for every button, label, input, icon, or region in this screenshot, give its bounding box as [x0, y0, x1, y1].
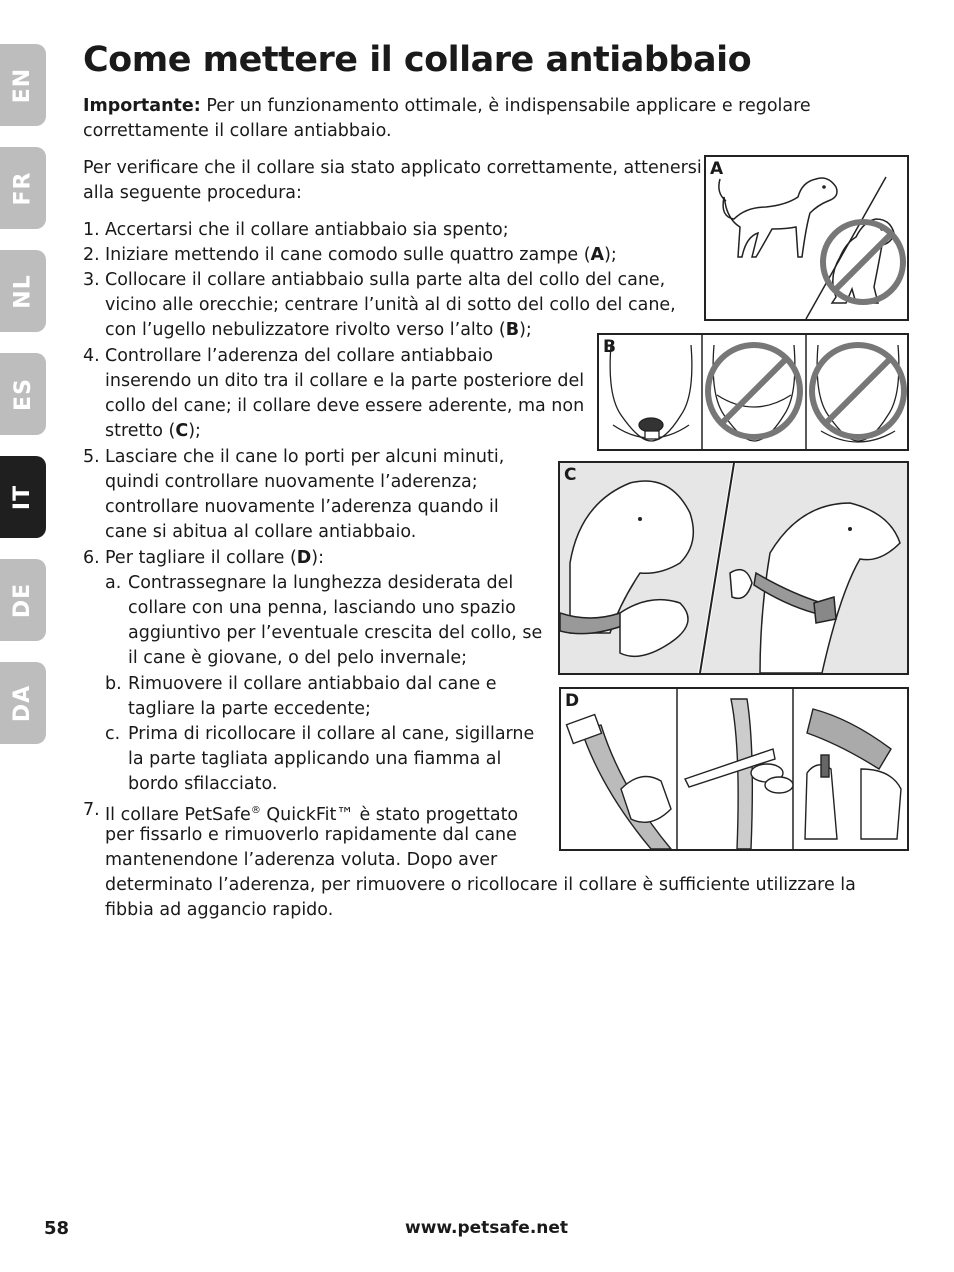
- step-number: 2.: [83, 245, 100, 265]
- substep-text: la parte tagliata applicando una fiamma al: [128, 749, 502, 769]
- step-text-part: );: [519, 320, 532, 340]
- tab-it[interactable]: [0, 456, 46, 538]
- step-text-part: con l’ugello nebulizzatore rivolto verso l’alto (: [105, 320, 506, 340]
- tab-es[interactable]: [0, 353, 46, 435]
- step-number: 7.: [83, 800, 100, 820]
- important-text-2: correttamente il collare antiabbaio.: [83, 121, 392, 141]
- tab-da[interactable]: [0, 662, 46, 744]
- substep-letter: b.: [105, 674, 122, 694]
- step-number: 1.: [83, 220, 100, 240]
- step-text-part: Iniziare mettendo il cane comodo sulle quattro zampe (: [105, 245, 591, 265]
- figure-b: [597, 333, 909, 451]
- step-number: 3.: [83, 270, 100, 290]
- intro-text: Per verificare che il collare sia stato applicato correttamente, attenersi: [83, 158, 702, 178]
- website-url[interactable]: www.petsafe.net: [405, 1218, 569, 1238]
- tab-label: NL: [10, 273, 36, 309]
- step-text: controllare nuovamente l’aderenza quando il: [105, 497, 499, 517]
- substep-text: aggiuntivo per l’eventuale crescita del collo, se: [128, 623, 543, 643]
- figure-label: A: [710, 159, 724, 179]
- figure-c: [558, 461, 909, 675]
- step-text: [105, 546, 324, 571]
- figure-label: D: [565, 691, 580, 711]
- step-text: quindi controllare nuovamente l’aderenza;: [105, 472, 478, 492]
- dog-standing-illustration: [706, 157, 907, 319]
- step-text: Controllare l’aderenza del collare antiabbaio: [105, 346, 494, 366]
- step-text: fibbia ad aggancio rapido.: [105, 900, 334, 920]
- step-text: [105, 318, 532, 343]
- step-text-part: );: [604, 245, 617, 265]
- step-text: determinato l’aderenza, per rimuovere o ricollocare il collare è sufficiente utilizzare la: [105, 875, 856, 895]
- tab-fr[interactable]: [0, 147, 46, 229]
- intro-text-2: alla seguente procedura:: [83, 183, 302, 203]
- step-number: 5.: [83, 447, 100, 467]
- important-paragraph: [83, 94, 811, 119]
- substep-text: bordo sfilacciato.: [128, 774, 278, 794]
- figure-ref: B: [505, 320, 520, 340]
- step-text: vicino alle orecchie; centrare l’unità al di sotto del collo del cane,: [105, 295, 676, 315]
- step-text: Collocare il collare antiabbaio sulla parte alta del collo del cane,: [105, 270, 666, 290]
- step-text: collo del cane; il collare deve essere aderente, ma non: [105, 396, 585, 416]
- step-text: Accertarsi che il collare antiabbaio sia spento;: [105, 220, 509, 240]
- step-text: [105, 419, 201, 444]
- step-text-part: ):: [311, 548, 325, 568]
- tab-label: ES: [10, 377, 36, 411]
- figure-label: B: [603, 337, 616, 357]
- step-number: 6.: [83, 548, 100, 568]
- step-text-part: stretto (: [105, 421, 176, 441]
- substep-text: il cane è giovane, o del pelo invernale;: [128, 648, 468, 668]
- figure-ref: C: [175, 421, 189, 441]
- figure-a: [704, 155, 909, 321]
- tab-label: IT: [10, 484, 36, 510]
- tab-de[interactable]: [0, 559, 46, 641]
- substep-text: tagliare la parte eccedente;: [128, 699, 371, 719]
- substep-text: Contrassegnare la lunghezza desiderata del: [128, 573, 514, 593]
- tab-label: EN: [10, 67, 36, 103]
- step-text: [105, 243, 617, 268]
- page-number: 58: [44, 1218, 70, 1239]
- collar-fit-check-illustration: [560, 463, 907, 673]
- tab-label: DA: [10, 684, 36, 722]
- step-text: per fissarlo e rimuoverlo rapidamente dal cane: [105, 825, 517, 845]
- tab-nl[interactable]: [0, 250, 46, 332]
- substep-letter: a.: [105, 573, 122, 593]
- figure-ref: A: [590, 245, 605, 265]
- step-text: cane si abitua al collare antiabbaio.: [105, 522, 417, 542]
- substep-text: Prima di ricollocare il collare al cane, sigillarne: [128, 724, 535, 744]
- substep-text: Rimuovere il collare antiabbaio dal cane e: [128, 674, 497, 694]
- substep-text: collare con una penna, lasciando uno spazio: [128, 598, 516, 618]
- step-number: 4.: [83, 346, 100, 366]
- collar-cutting-illustration: [561, 689, 907, 849]
- tab-label: FR: [10, 171, 36, 205]
- collar-position-illustration: [599, 335, 907, 449]
- registered-mark: ®: [250, 805, 261, 816]
- step-text: mantenendone l’aderenza voluta. Dopo aver: [105, 850, 498, 870]
- tab-label: DE: [10, 582, 36, 618]
- important-label: Importante:: [83, 96, 201, 116]
- tab-en[interactable]: [0, 44, 46, 126]
- substep-letter: c.: [105, 724, 121, 744]
- step-text-part: Per tagliare il collare (: [105, 548, 297, 568]
- figure-ref: D: [296, 548, 312, 568]
- step-text-part: );: [188, 421, 201, 441]
- important-text: Per un funzionamento ottimale, è indispensabile applicare e regolare: [200, 96, 811, 116]
- step-text: inserendo un dito tra il collare e la parte posteriore del: [105, 371, 585, 391]
- step-text-part: QuickFit™ è stato progettato: [260, 804, 519, 825]
- step-text-part: Il collare PetSafe: [105, 804, 251, 825]
- figure-d: [559, 687, 909, 851]
- step-text: Lasciare che il cane lo porti per alcuni minuti,: [105, 447, 505, 467]
- page-title: Come mettere il collare antiabbaio: [83, 40, 752, 80]
- figure-label: C: [564, 465, 577, 485]
